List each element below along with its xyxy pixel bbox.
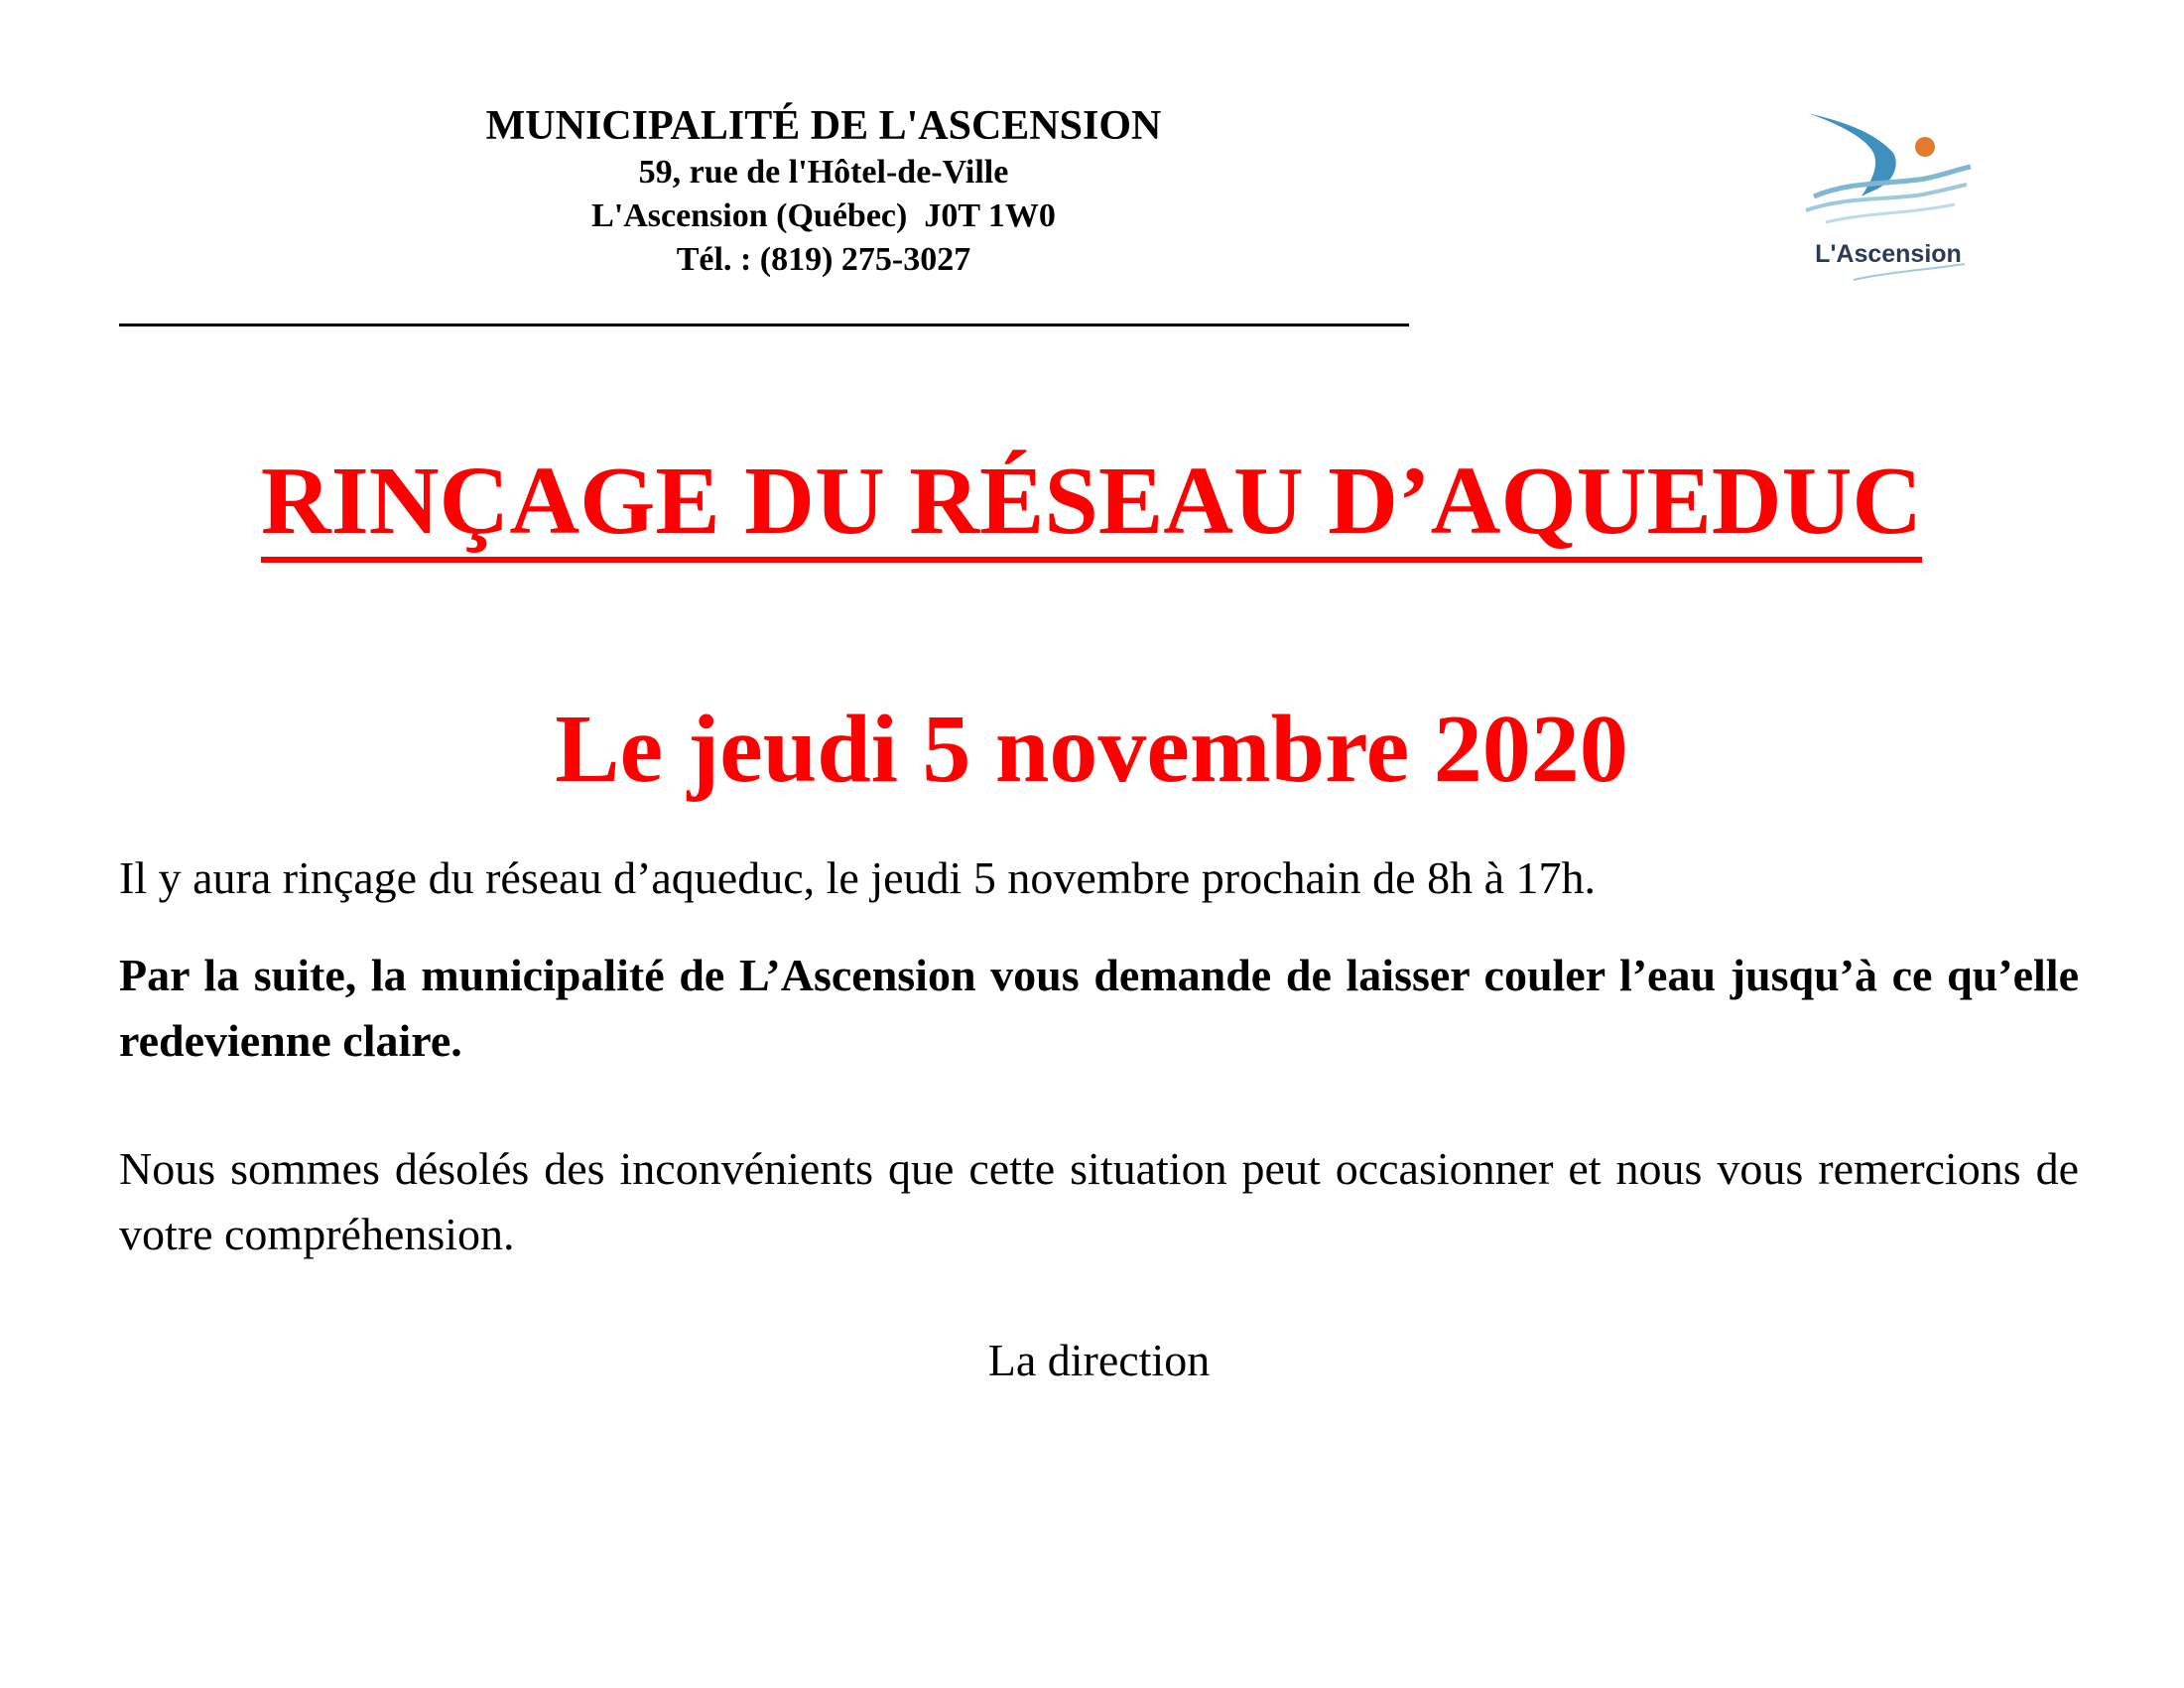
organization-name: MUNICIPALITÉ DE L'ASCENSION bbox=[485, 103, 1162, 149]
address-street: 59, rue de l'Hôtel-de-Ville bbox=[638, 154, 1009, 191]
phone-number: Tél. : (819) 275-3027 bbox=[676, 241, 971, 278]
address-city: L'Ascension (Québec) J0T 1W0 bbox=[591, 197, 1056, 234]
paragraph-schedule: Il y aura rinçage du réseau d’aqueduc, le jeudi 5 novembre prochain de 8h à 17h. bbox=[119, 852, 1597, 903]
paragraph-apology: Nous sommes désolés des inconvénients que cette situation peut occasionner et nous vous remercions de votre compréhension. bbox=[119, 1143, 2079, 1259]
notice-title bbox=[119, 447, 2064, 556]
signature: La direction bbox=[987, 1335, 1211, 1385]
paragraph-instruction: Par la suite, la municipalité de L’Ascension vous demande de laisser couler l’eau jusqu’à ce qu’elle redevienne claire. bbox=[119, 950, 2079, 1066]
municipality-logo bbox=[1796, 101, 1981, 286]
notice-date: Le jeudi 5 novembre 2020 bbox=[555, 696, 1628, 803]
notice-title-text: RINÇAGE DU RÉSEAU D’AQUEDUC bbox=[261, 448, 1922, 563]
header-divider bbox=[119, 324, 1409, 326]
logo-wordmark: L'Ascension bbox=[1815, 240, 1962, 268]
letterhead bbox=[485, 101, 1162, 282]
